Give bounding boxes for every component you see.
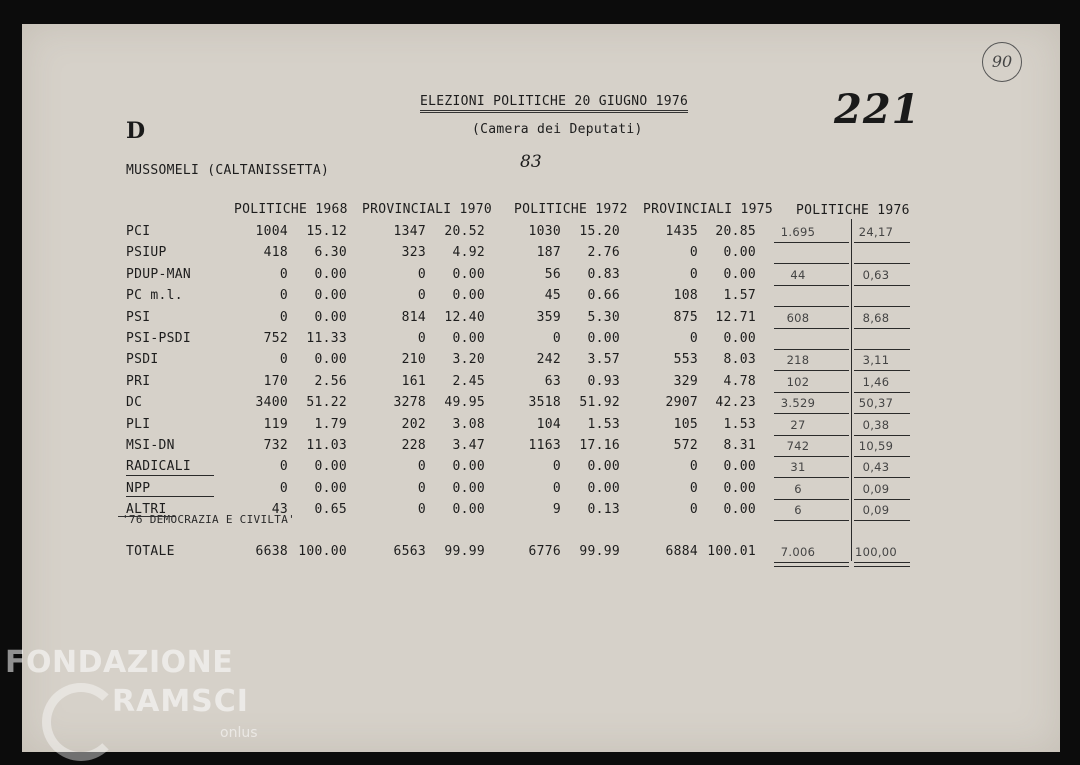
cell-1975-pct: 8.31 [723, 438, 756, 453]
cell-1972-votes: 359 [536, 309, 561, 325]
cell-1970-votes: 6563 [393, 544, 426, 559]
cell-1972-pct: 1.53 [587, 416, 620, 432]
table-total-row [22, 544, 1060, 565]
cell-1968-pct: 0.00 [314, 288, 347, 304]
cell-1970-pct: 49.95 [444, 395, 485, 411]
hand-underline [774, 328, 849, 329]
cell-1972-pct: 0.00 [587, 459, 620, 475]
watermark-line1: FONDAZIONE [5, 645, 234, 680]
hand-underline [854, 477, 910, 478]
cell-1972-votes: 242 [536, 352, 561, 368]
cell-1976-pct: 100,00 [854, 545, 898, 559]
cell-1970-pct: 0.00 [452, 459, 485, 475]
hand-underline [854, 413, 910, 414]
cell-1968-votes: 418 [263, 245, 288, 261]
cell-1968-pct: 0.00 [314, 266, 347, 282]
hand-underline [854, 306, 910, 307]
cell-1975-votes: 0 [689, 331, 698, 346]
handwritten-page-number: 221 [834, 86, 921, 133]
table-row [22, 267, 1060, 288]
watermark-line2: RAMSCI [112, 684, 249, 719]
table-row [22, 438, 1060, 459]
party-name: PRI [126, 373, 151, 389]
col-header-politiche-1976: POLITICHE 1976 [796, 203, 910, 218]
hand-underline [854, 499, 910, 500]
altri-strikethrough [118, 516, 176, 517]
hand-underline [854, 370, 910, 371]
table-row [22, 352, 1060, 373]
watermark-g-logo [42, 683, 120, 761]
cell-1968-votes: 0 [279, 480, 288, 496]
cell-1972-pct: 0.66 [587, 288, 620, 304]
archive-number-circle: 90 [982, 42, 1022, 82]
cell-1975-pct: 0.00 [723, 331, 756, 346]
cell-1972-pct: 0.83 [587, 266, 620, 282]
party-name: PSDI [126, 352, 159, 368]
cell-1970-pct: 20.52 [444, 224, 485, 239]
cell-1975-votes: 1435 [665, 224, 698, 239]
cell-1975-votes: 0 [689, 502, 698, 518]
cell-1972-pct: 0.13 [587, 502, 620, 518]
party-name: NPP [126, 480, 151, 496]
cell-1975-pct: 8.03 [723, 352, 756, 368]
cell-1972-pct: 3.57 [587, 352, 620, 368]
col-header-politiche-1968: POLITICHE 1968 [234, 202, 348, 217]
cell-1975-votes: 105 [673, 416, 698, 432]
cell-1975-pct: 1.57 [723, 288, 756, 304]
cell-1975-votes: 0 [689, 459, 698, 475]
cell-1968-votes: 119 [263, 416, 288, 432]
cell-1972-pct: 0.00 [587, 331, 620, 346]
cell-1976-pct: 3,11 [862, 353, 890, 368]
hand-underline [774, 435, 849, 436]
hand-underline [774, 392, 849, 393]
cell-1972-votes: 63 [544, 373, 561, 389]
cell-1976-pct: 10,59 [858, 439, 894, 453]
cell-1976-votes: 44 [790, 267, 806, 282]
cell-1972-votes: 104 [536, 416, 561, 432]
cell-1972-votes: 187 [536, 245, 561, 261]
npp-underline [126, 496, 214, 497]
cell-1975-pct: 100.01 [707, 544, 756, 559]
cell-1975-pct: 20.85 [715, 224, 756, 239]
cell-1972-votes: 3518 [528, 395, 561, 411]
cell-1976-pct: 0,09 [862, 503, 890, 518]
cell-1968-votes: 0 [279, 309, 288, 325]
cell-1972-votes: 45 [544, 288, 561, 304]
cell-1975-votes: 553 [673, 352, 698, 368]
cell-1968-pct: 11.33 [306, 331, 347, 346]
cell-1972-votes: 56 [544, 266, 561, 282]
cell-1975-votes: 572 [673, 438, 698, 453]
cell-1975-pct: 0.00 [723, 502, 756, 518]
hand-underline [774, 413, 849, 414]
table-row [22, 417, 1060, 438]
watermark-line3: onlus [220, 725, 258, 741]
party-name: TOTALE [126, 544, 175, 559]
cell-1968-votes: 732 [263, 438, 288, 453]
cell-1972-pct: 99.99 [579, 544, 620, 559]
cell-1968-pct: 2.56 [314, 373, 347, 389]
cell-1970-votes: 0 [417, 480, 426, 496]
cell-1968-votes: 3400 [255, 395, 288, 411]
cell-1975-pct: 0.00 [723, 266, 756, 282]
hand-underline [854, 328, 910, 329]
table-row [22, 459, 1060, 480]
cell-1968-votes: 0 [279, 266, 288, 282]
hand-underline [854, 562, 910, 563]
hand-underline [854, 285, 910, 286]
cell-1976-pct: 8,68 [862, 310, 890, 325]
hand-underline [854, 456, 910, 457]
hand-underline [774, 477, 849, 478]
hand-underline [774, 242, 849, 243]
cell-1976-votes: 27 [790, 417, 806, 432]
cell-1968-pct: 100.00 [298, 544, 347, 559]
cell-1976-pct: 0,09 [862, 481, 890, 496]
table-row [22, 245, 1060, 266]
hand-underline [854, 392, 910, 393]
cell-1970-pct: 4.92 [452, 245, 485, 261]
cell-1972-votes: 1030 [528, 224, 561, 239]
cell-1975-pct: 0.00 [723, 459, 756, 475]
hand-underline [854, 520, 910, 521]
cell-1975-votes: 0 [689, 266, 698, 282]
cell-1970-votes: 210 [401, 352, 426, 368]
cell-1968-pct: 51.22 [306, 395, 347, 411]
document-sheet [22, 24, 1060, 752]
cell-1972-votes: 6776 [528, 544, 561, 559]
cell-1975-votes: 329 [673, 373, 698, 389]
hand-underline [774, 499, 849, 500]
col-header-politiche-1972: POLITICHE 1972 [514, 202, 628, 217]
cell-1972-pct: 15.20 [579, 224, 620, 239]
cell-1970-pct: 2.45 [452, 373, 485, 389]
party-name: ALTRI [126, 502, 167, 518]
cell-1975-pct: 0.00 [723, 245, 756, 261]
hand-underline [774, 285, 849, 286]
cell-1970-votes: 0 [417, 288, 426, 304]
hand-underline [774, 263, 849, 264]
cell-1968-votes: 0 [279, 459, 288, 475]
cell-1968-pct: 0.00 [314, 309, 347, 325]
cell-1976-votes: 742 [786, 439, 810, 453]
altri-annotation: '76 DEMOCRAZIA E CIVILTA' [122, 513, 296, 526]
cell-1975-pct: 4.78 [723, 373, 756, 389]
party-name: DC [126, 395, 143, 411]
cell-1972-votes: 0 [552, 331, 561, 346]
cell-1972-votes: 0 [552, 459, 561, 475]
party-name: MSI-DN [126, 438, 175, 453]
cell-1975-pct: 1.53 [723, 416, 756, 432]
cell-1972-pct: 51.92 [579, 395, 620, 411]
hand-underline [774, 520, 849, 521]
cell-1972-pct: 5.30 [587, 309, 620, 325]
hand-underline [854, 242, 910, 243]
handwritten-letter-d: D [126, 118, 146, 144]
cell-1975-pct: 12.71 [715, 309, 756, 325]
cell-1970-votes: 0 [417, 331, 426, 346]
cell-1976-votes: 3.529 [780, 396, 816, 411]
cell-1972-pct: 0.93 [587, 373, 620, 389]
cell-1970-pct: 3.08 [452, 416, 485, 432]
cell-1970-votes: 228 [401, 438, 426, 453]
cell-1975-votes: 2907 [665, 395, 698, 411]
cell-1970-votes: 3278 [393, 395, 426, 411]
party-name: PSI-PSDI [126, 331, 192, 346]
cell-1975-votes: 0 [689, 245, 698, 261]
cell-1976-votes: 6 [794, 503, 802, 518]
cell-1976-votes: 1.695 [780, 225, 816, 239]
cell-1972-pct: 2.76 [587, 245, 620, 261]
table-row [22, 224, 1060, 245]
party-name: PDUP-MAN [126, 266, 192, 282]
cell-1970-votes: 0 [417, 459, 426, 475]
hand-underline [774, 349, 849, 350]
cell-1976-votes: 7.006 [780, 545, 816, 559]
cell-1970-votes: 814 [401, 309, 426, 325]
table-row [22, 374, 1060, 395]
cell-1970-pct: 3.20 [452, 352, 485, 368]
table-row [22, 310, 1060, 331]
cell-1970-pct: 3.47 [452, 438, 485, 453]
cell-1970-pct: 0.00 [452, 288, 485, 304]
cell-1972-votes: 0 [552, 480, 561, 496]
cell-1970-pct: 0.00 [452, 502, 485, 518]
cell-1968-votes: 6638 [255, 544, 288, 559]
cell-1975-votes: 108 [673, 288, 698, 304]
cell-1972-votes: 1163 [528, 438, 561, 453]
cell-1970-votes: 0 [417, 502, 426, 518]
cell-1970-votes: 1347 [393, 224, 426, 239]
cell-1976-pct: 24,17 [858, 225, 894, 239]
cell-1970-pct: 0.00 [452, 266, 485, 282]
party-name: PSIUP [126, 245, 167, 261]
hand-underline [854, 263, 910, 264]
hand-underline [774, 306, 849, 307]
cell-1976-votes: 218 [786, 353, 810, 368]
cell-1970-votes: 202 [401, 416, 426, 432]
cell-1968-pct: 1.79 [314, 416, 347, 432]
cell-1970-pct: 12.40 [444, 309, 485, 325]
cell-1976-pct: 1,46 [862, 374, 890, 389]
cell-1976-votes: 31 [790, 460, 806, 475]
cell-1976-pct: 50,37 [858, 396, 894, 411]
table-row [22, 288, 1060, 309]
cell-1970-votes: 0 [417, 266, 426, 282]
cell-1972-pct: 0.00 [587, 480, 620, 496]
table-row [22, 395, 1060, 416]
document-title: ELEZIONI POLITICHE 20 GIUGNO 1976 [420, 94, 688, 113]
cell-1968-votes: 170 [263, 373, 288, 389]
hand-drawn-column-divider [851, 219, 852, 561]
hand-underline [854, 435, 910, 436]
cell-1976-pct: 0,63 [862, 267, 890, 282]
cell-1975-votes: 875 [673, 309, 698, 325]
cell-1976-pct: 0,38 [862, 417, 890, 432]
party-name: PCI [126, 224, 151, 239]
cell-1968-votes: 1004 [255, 224, 288, 239]
cell-1975-votes: 6884 [665, 544, 698, 559]
cell-1976-votes: 6 [794, 481, 802, 496]
table-row [22, 331, 1060, 352]
cell-1968-pct: 6.30 [314, 245, 347, 261]
handwritten-note-83: 83 [520, 152, 542, 172]
cell-1970-votes: 161 [401, 373, 426, 389]
cell-1972-pct: 17.16 [579, 438, 620, 453]
hand-underline [774, 566, 849, 567]
table-row [22, 481, 1060, 502]
municipality-label: MUSSOMELI (CALTANISSETTA) [126, 163, 330, 178]
col-header-provinciali-1970: PROVINCIALI 1970 [362, 202, 493, 217]
cell-1972-votes: 9 [552, 502, 561, 518]
cell-1968-pct: 15.12 [306, 224, 347, 239]
cell-1975-pct: 0.00 [723, 480, 756, 496]
hand-underline [854, 349, 910, 350]
cell-1968-votes: 0 [279, 352, 288, 368]
cell-1976-votes: 608 [786, 310, 810, 325]
cell-1968-pct: 0.00 [314, 352, 347, 368]
cell-1970-pct: 0.00 [452, 480, 485, 496]
cell-1970-votes: 323 [401, 245, 426, 261]
cell-1976-pct: 0,43 [862, 460, 890, 475]
cell-1968-pct: 11.03 [306, 438, 347, 453]
cell-1976-votes: 102 [786, 374, 810, 389]
cell-1975-votes: 0 [689, 480, 698, 496]
cell-1968-pct: 0.00 [314, 480, 347, 496]
cell-1968-votes: 43 [271, 502, 288, 518]
radicali-underline [126, 475, 214, 476]
cell-1970-pct: 0.00 [452, 331, 485, 346]
document-subtitle: (Camera dei Deputati) [472, 122, 643, 137]
party-name: PLI [126, 416, 151, 432]
col-header-provinciali-1975: PROVINCIALI 1975 [643, 202, 774, 217]
hand-underline [774, 456, 849, 457]
cell-1968-votes: 752 [263, 331, 288, 346]
cell-1968-pct: 0.00 [314, 459, 347, 475]
party-name: RADICALI [126, 459, 192, 475]
party-name: PC m.l. [126, 288, 183, 304]
hand-underline [854, 566, 910, 567]
hand-underline [774, 370, 849, 371]
cell-1975-pct: 42.23 [715, 395, 756, 411]
hand-underline [774, 562, 849, 563]
cell-1968-votes: 0 [279, 288, 288, 304]
party-name: PSI [126, 309, 151, 325]
cell-1970-pct: 99.99 [444, 544, 485, 559]
cell-1968-pct: 0.65 [314, 502, 347, 518]
